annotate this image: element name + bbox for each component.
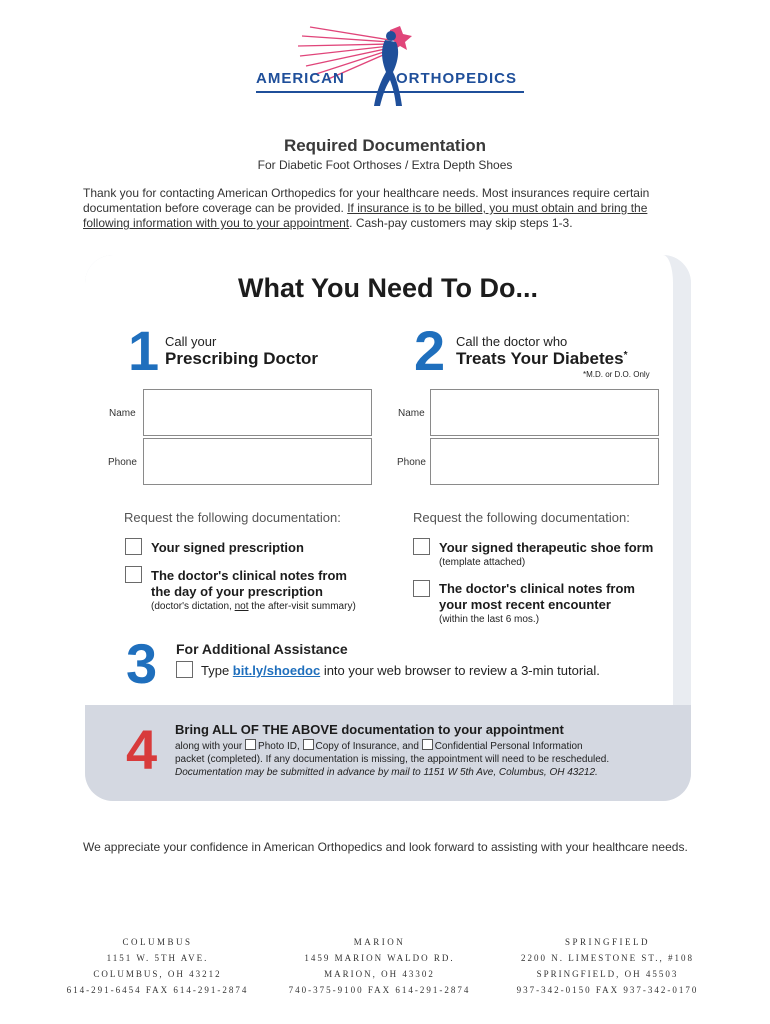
step1-phone-field[interactable] bbox=[143, 438, 372, 485]
step2-number: 2 bbox=[414, 319, 446, 382]
office-city: COLUMBUS bbox=[122, 937, 193, 947]
office-phones: 740-375-9100 FAX 614-291-2874 bbox=[288, 985, 471, 995]
step2-call-big bbox=[456, 349, 627, 369]
step2-name-field[interactable] bbox=[430, 389, 659, 436]
step1-item1-label: Your signed prescription bbox=[151, 540, 304, 555]
step4-line3: Documentation may be submitted in advance by mail to 1151 W 5th Ave, Columbus, OH 43212. bbox=[175, 767, 598, 778]
step1-item2-sub bbox=[151, 601, 356, 612]
step1-name-field[interactable] bbox=[143, 389, 372, 436]
photo-id-checkbox[interactable] bbox=[245, 739, 256, 750]
insurance-copy-label: Copy of Insurance, and bbox=[315, 741, 422, 752]
step3-heading: For Additional Assistance bbox=[176, 641, 348, 657]
logo-word-american: AMERICAN bbox=[256, 70, 345, 87]
step3-instruction bbox=[201, 663, 600, 678]
photo-id-label: Photo ID, bbox=[258, 741, 303, 752]
logo-figure-icon bbox=[240, 20, 540, 115]
step2-asterisk: * bbox=[623, 350, 628, 361]
step2-item2-line2: your most recent encounter bbox=[439, 597, 611, 612]
closing-paragraph: We appreciate your confidence in American Orthopedics and look forward to assisting with your healthcare needs. bbox=[83, 840, 688, 854]
tutorial-link[interactable]: bit.ly/shoedoc bbox=[232, 663, 321, 678]
step1-item2-sub-post: the after-visit summary) bbox=[248, 601, 356, 612]
step2-call-small: Call the doctor who bbox=[456, 334, 568, 349]
panel-title: What You Need To Do... bbox=[238, 273, 538, 303]
office-phones: 937-342-0150 FAX 937-342-0170 bbox=[516, 985, 699, 995]
step2-item2-sub: (within the last 6 mos.) bbox=[439, 614, 540, 625]
logo-word-orthopedics: ORTHOPEDICS bbox=[396, 70, 518, 87]
document-subtitle: For Diabetic Foot Orthoses / Extra Depth Shoes bbox=[257, 158, 513, 172]
step1-item2-sub-pre: (doctor's dictation, bbox=[151, 601, 235, 612]
step1-number: 1 bbox=[128, 319, 160, 382]
step1-phone-label: Phone bbox=[108, 457, 137, 468]
step1-item2-sub-not: not bbox=[234, 601, 249, 612]
office-marion bbox=[262, 934, 497, 998]
office-citystate: MARION, OH 43302 bbox=[324, 969, 435, 979]
confidential-info-label: Confidential Personal Information bbox=[434, 741, 583, 752]
step2-name-label: Name bbox=[398, 408, 425, 419]
step4-line1 bbox=[175, 739, 675, 753]
step1-item2-line2: the day of your prescription bbox=[151, 584, 323, 599]
step1-call-small: Call your bbox=[165, 334, 217, 349]
office-columbus bbox=[40, 934, 275, 998]
office-street: 1459 MARION WALDO RD. bbox=[304, 953, 455, 963]
step2-md-note: *M.D. or D.O. Only bbox=[583, 370, 650, 379]
step4-line1-pre: along with your bbox=[175, 741, 246, 752]
document-title: Required Documentation bbox=[283, 136, 487, 155]
step2-item1-sub: (template attached) bbox=[439, 557, 526, 568]
step2-request-heading: Request the following documentation: bbox=[413, 510, 630, 525]
step2-shoe-form-checkbox[interactable] bbox=[413, 538, 430, 555]
office-citystate: COLUMBUS, OH 43212 bbox=[93, 969, 222, 979]
intro-tail: . Cash-pay customers may skip steps 1-3. bbox=[349, 216, 573, 230]
step1-prescription-checkbox[interactable] bbox=[125, 538, 142, 555]
office-street: 1151 W. 5TH AVE. bbox=[106, 953, 209, 963]
step4-heading: Bring ALL OF THE ABOVE documentation to your appointment bbox=[175, 722, 564, 737]
office-springfield bbox=[490, 934, 725, 998]
step3-number: 3 bbox=[126, 632, 158, 695]
intro-underlined: If insurance is to be billed, you must obtain and bring the following information with you to your appointment bbox=[83, 201, 648, 230]
office-city: MARION bbox=[353, 937, 406, 947]
office-street: 2200 N. LIMESTONE ST., #108 bbox=[521, 953, 694, 963]
step4-line2: packet (completed). If any documentation is missing, the appointment will need to be rescheduled. bbox=[175, 754, 610, 765]
logo-underline bbox=[256, 91, 524, 93]
intro-lead: Thank you for contacting American Orthopedics for your healthcare needs. Most insurances require certain documentation before coverage can be provided. bbox=[83, 186, 650, 215]
step2-call-big-text: Treats Your Diabetes bbox=[456, 349, 624, 368]
step1-name-label: Name bbox=[109, 408, 136, 419]
step2-phone-field[interactable] bbox=[430, 438, 659, 485]
step3-post: into your web browser to review a 3-min tutorial. bbox=[320, 663, 600, 678]
step1-call-big: Prescribing Doctor bbox=[165, 349, 319, 368]
step4-body bbox=[175, 739, 675, 779]
step1-clinical-notes-checkbox[interactable] bbox=[125, 566, 142, 583]
office-citystate: SPRINGFIELD, OH 45503 bbox=[536, 969, 679, 979]
step3-tutorial-checkbox[interactable] bbox=[176, 661, 193, 678]
company-logo bbox=[240, 20, 540, 115]
intro-paragraph bbox=[83, 186, 693, 231]
step1-request-heading: Request the following documentation: bbox=[124, 510, 341, 525]
step4-number: 4 bbox=[126, 718, 158, 781]
step2-phone-label: Phone bbox=[397, 457, 426, 468]
confidential-info-checkbox[interactable] bbox=[422, 739, 433, 750]
step3-pre: Type bbox=[201, 663, 233, 678]
office-city: SPRINGFIELD bbox=[564, 937, 650, 947]
step2-item1-label: Your signed therapeutic shoe form bbox=[439, 540, 654, 555]
office-phones: 614-291-6454 FAX 614-291-2874 bbox=[66, 985, 249, 995]
step2-item2-line1: The doctor's clinical notes from bbox=[439, 581, 635, 596]
step1-item2-line1: The doctor's clinical notes from bbox=[151, 568, 347, 583]
step2-clinical-notes-checkbox[interactable] bbox=[413, 580, 430, 597]
insurance-copy-checkbox[interactable] bbox=[303, 739, 314, 750]
